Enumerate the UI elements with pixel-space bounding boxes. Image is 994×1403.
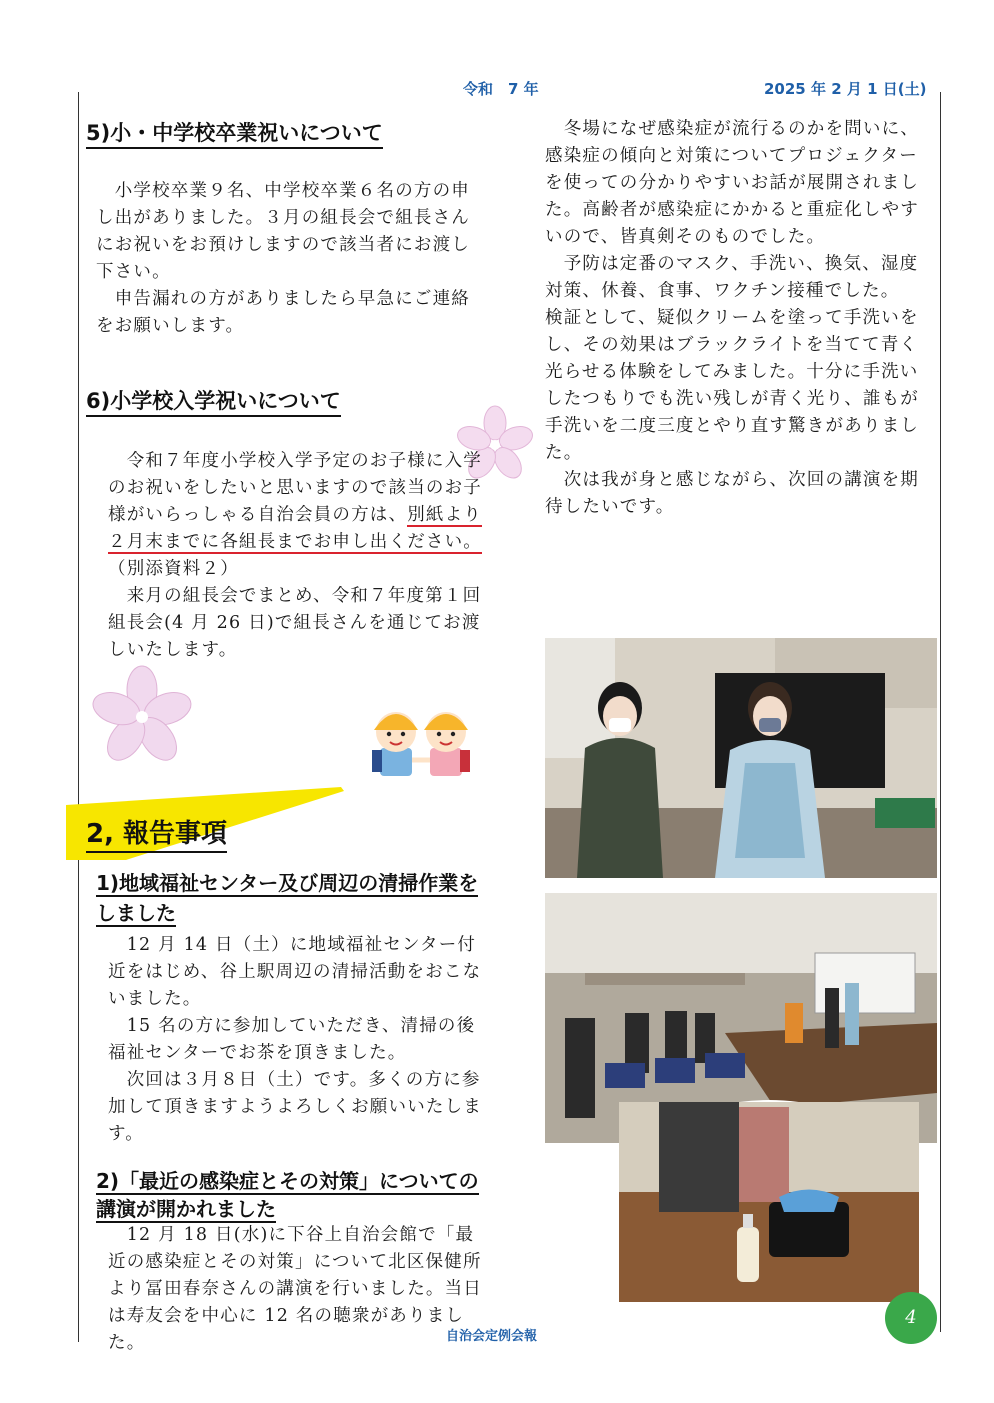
report-item2-paragraph-4: 次は我が身と感じながら、次回の講演を期待したいです。 — [545, 470, 919, 517]
report-item2-title — [96, 1167, 486, 1223]
report-item1-body — [108, 932, 486, 1148]
report-item2-intro-text: 12 月 18 日(水)に下谷上自治会館で「最近の感染症とその対策」について北区保健所より冨田春奈さんの講演を行いました。当日は寿友会を中心に 12 名の聴衆がありました。 — [108, 1225, 482, 1353]
section6-attachment-note: （別添資料２） — [108, 559, 239, 579]
section6-title: 6)小学校入学祝いについて — [86, 388, 341, 417]
section5-paragraph-1: 小学校卒業９名、中学校卒業６名の方の申し出がありました。３月の組長会で組長さんにお祝いをお預けしますので該当者にお渡し下さい。 — [96, 181, 470, 282]
report-item2-title-text: 2)「最近の感染症とその対策」についての講演が開かれました — [96, 1169, 479, 1221]
report-item1-paragraph-1: 12 月 14 日（土）に地域福祉センター付近をはじめ、谷上駅周辺の清掃活動をおこないました。 — [108, 935, 482, 1009]
header-era: 令和 7 年 — [463, 80, 539, 98]
report-item2-paragraph-3: 検証として、疑似クリームを塗って手洗いをし、その効果はブラックライトを当てて青く光らせる体験をしてみました。十分に手洗いしたつもりでも洗い残しが青く光り、誰もが手洗いを二度三度とやり直す驚きがありました。 — [545, 308, 919, 463]
right-margin-rule — [940, 92, 941, 1332]
lecture-speakers-image — [545, 638, 937, 878]
report-item1-title — [96, 868, 486, 928]
handwashing-demo-photo — [617, 1100, 921, 1304]
report-title: 2, 報告事項 — [86, 817, 227, 853]
section6-p1-text: 令和７年度小学校入学予定のお子様に入学のお祝いをしたいと思いますので該当のお子様がいらっしゃる自治会員の方は、 — [108, 451, 482, 525]
page-number-badge: 4 — [885, 1292, 937, 1344]
sakura-large-icon — [62, 665, 182, 775]
report-item2-paragraph-2: 予防は定番のマスク、手洗い、換気、湿度対策、休養、食事、ワクチン接種でした。 — [545, 254, 919, 301]
report-item2-continued — [545, 116, 925, 521]
section6-deadline-underlined: 別紙より２月末までに各組長までお申し出ください。 — [108, 505, 483, 552]
section6-paragraph-1 — [108, 448, 486, 583]
section5-body — [96, 178, 481, 340]
section5-title: 5)小・中学校卒業祝いについて — [86, 120, 383, 149]
section6-paragraph-2: 来月の組長会でまとめ、令和７年度第１回組長会(4 月 26 日)で組長さんを通じてお渡しいたします。 — [108, 586, 482, 660]
children-illustration-icon — [358, 690, 488, 790]
footer-publication: 自治会定例会報 — [446, 1329, 538, 1344]
report-item2-paragraph-1: 冬場になぜ感染症が流行るのかを問いに、感染症の傾向と対策についてプロジェクターを使っての分かりやすいお話が展開されました。高齢者が感染症にかかると重症化しやすいので、皆真剣そのものでした。 — [545, 119, 919, 247]
report-item1-paragraph-2: 15 名の方に参加していただき、清掃の後福祉センターでお茶を頂きました。 — [108, 1016, 476, 1063]
header-date: 2025 年 2 月 1 日(土) — [764, 80, 927, 98]
section5-paragraph-2: 申告漏れの方がありましたら早急にご連絡をお願いします。 — [96, 289, 470, 336]
handwashing-demo-image — [619, 1102, 919, 1302]
report-item1-title-text: 1)地域福祉センター及び周辺の清掃作業をしました — [96, 871, 479, 925]
section6-body — [108, 448, 486, 664]
lecture-speakers-photo — [545, 638, 937, 878]
report-item1-paragraph-3: 次回は３月８日（土）です。多くの方に参加して頂きますようよろしくお願いいたします。 — [108, 1070, 482, 1144]
report-item2-intro-left — [108, 1222, 486, 1353]
